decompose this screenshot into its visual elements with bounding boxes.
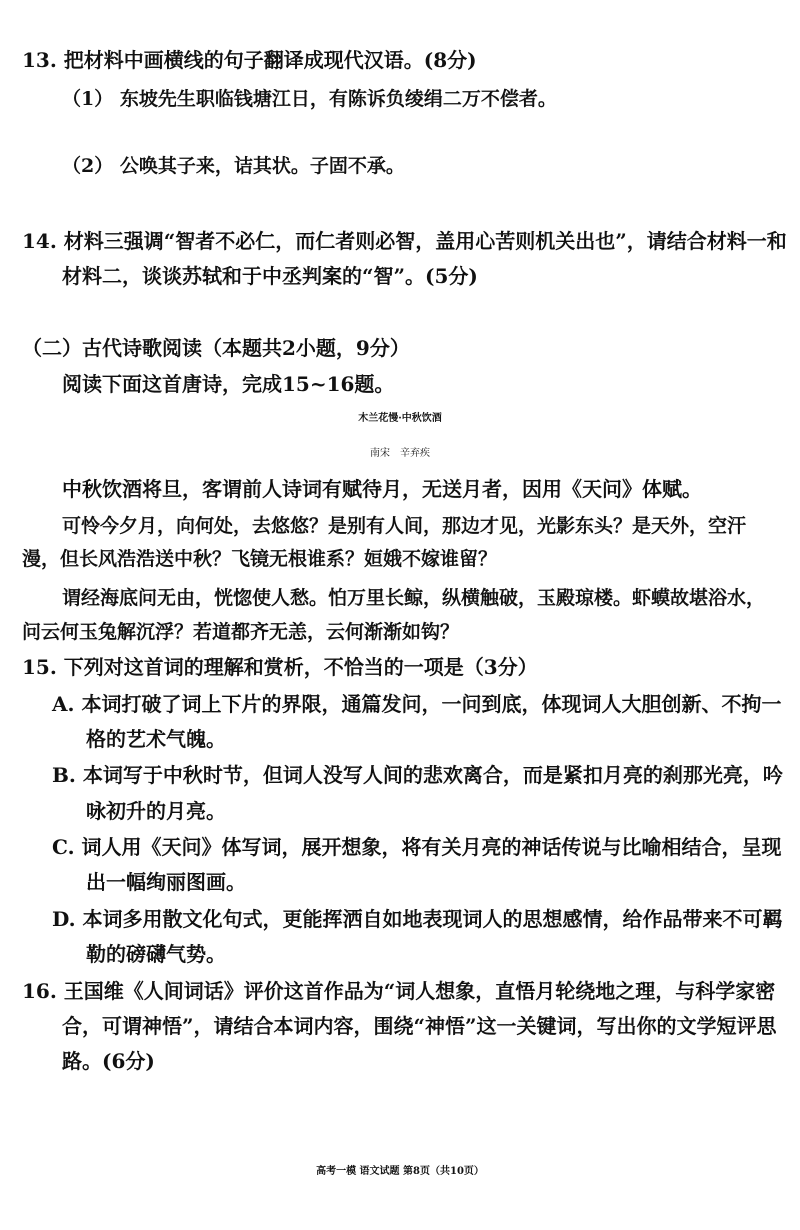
q15-option-c-cont: 出一幅绚丽图画。 xyxy=(86,870,246,894)
q13-item-1: （1） 东坡先生职临钱塘江日，有陈诉负绫绢二万不偿者。 xyxy=(62,88,557,110)
q16-line-1: 16. 王国维《人间词话》评价这首作品为“词人想象，直悟月轮绕地之理，与科学家密 xyxy=(22,979,776,1003)
q15-option-b-cont: 咏初升的月亮。 xyxy=(86,799,226,823)
page-footer: 高考一模 语文试题 第8页（共10页） xyxy=(316,1166,484,1177)
q15-option-a-cont: 格的艺术气魄。 xyxy=(86,727,226,751)
poem-author: 南宋 辛弃疾 xyxy=(370,448,430,459)
poem-line-4: 问云何玉兔解沉浮？若道都齐无恙，云何渐渐如钩？ xyxy=(22,621,460,643)
poem-preface: 中秋饮酒将旦，客谓前人诗词有赋待月，无送月者，因用《天问》体赋。 xyxy=(62,477,702,501)
q15-option-d: D. 本词多用散文化句式，更能挥洒自如地表现词人的思想感情，给作品带来不可羁 xyxy=(52,907,783,931)
q14-line-1: 14. 材料三强调“智者不必仁，而仁者则必智，盖用心苦则机关出也”，请结合材料一和 xyxy=(22,229,787,253)
q13-item-2: （2） 公唤其子来，诘其状。子固不承。 xyxy=(62,155,405,177)
q16-line-3: 路。(6分) xyxy=(62,1049,155,1073)
q15-option-c: C. 词人用《天问》体写词，展开想象，将有关月亮的神话传说与比喻相结合，呈现 xyxy=(52,835,782,859)
poem-line-1: 可怜今夕月，向何处，去悠悠？是别有人间，那边才见，光影东头？是天外，空汗 xyxy=(62,515,747,537)
q14-line-2: 材料二，谈谈苏轼和于中丞判案的“智”。(5分) xyxy=(62,264,478,288)
section-heading: （二）古代诗歌阅读（本题共2小题，9分） xyxy=(22,336,410,360)
q15-stem: 15. 下列对这首词的理解和赏析，不恰当的一项是（3分） xyxy=(22,655,538,679)
poem-line-3: 谓经海底问无由，恍惚使人愁。怕万里长鲸，纵横触破，玉殿琼楼。虾蟆故堪浴水， xyxy=(62,587,766,609)
poem-title: 木兰花慢·中秋饮酒 xyxy=(358,413,442,424)
q15-option-b: B. 本词写于中秋时节，但词人没写人间的悲欢离合，而是紧扣月亮的刹那光亮，吟 xyxy=(52,763,783,787)
poem-line-2: 漫，但长风浩浩送中秋？飞镜无根谁系？姮娥不嫁谁留？ xyxy=(22,548,498,570)
q16-line-2: 合，可谓神悟”，请结合本词内容，围绕“神悟”这一关键词，写出你的文学短评思 xyxy=(62,1014,777,1038)
q15-option-d-cont: 勒的磅礴气势。 xyxy=(86,942,226,966)
q13-stem: 13. 把材料中画横线的句子翻译成现代汉语。(8分) xyxy=(22,48,477,72)
q15-option-a: A. 本词打破了词上下片的界限，通篇发问，一问到底，体现词人大胆创新、不拘一 xyxy=(52,692,782,716)
section-instruction: 阅读下面这首唐诗，完成15~16题。 xyxy=(62,372,395,396)
